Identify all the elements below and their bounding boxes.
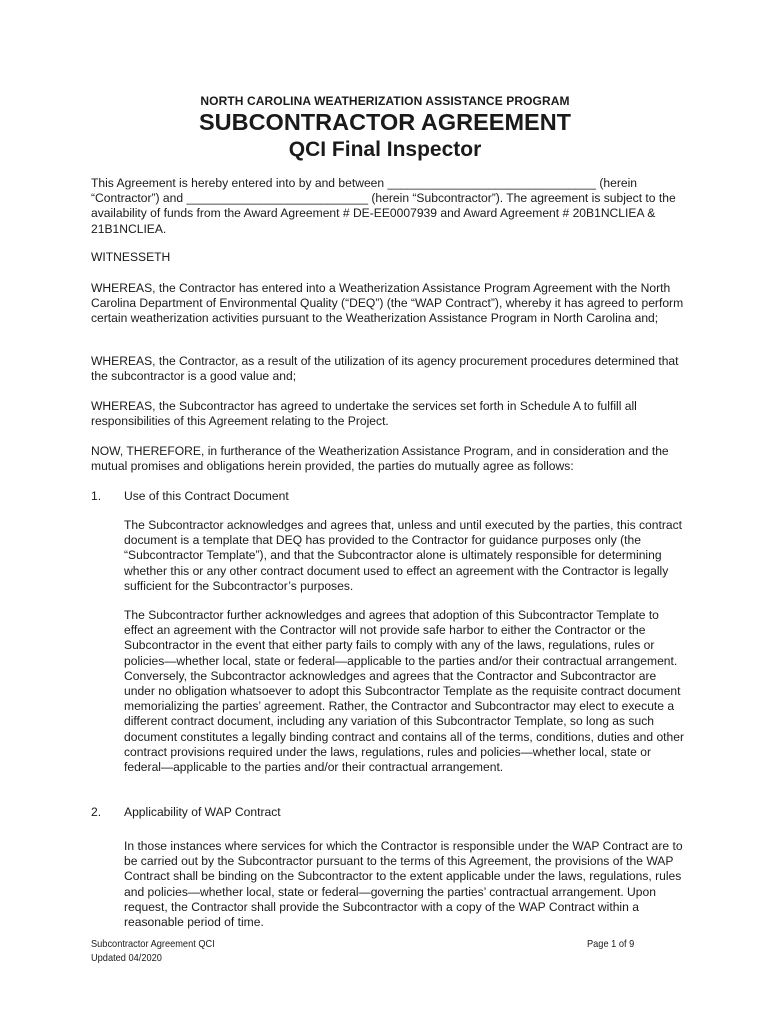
whereas-paragraph-3: WHEREAS, the Subcontractor has agreed to undertake the services set forth in Schedule A to fulfill all responsibilities of this Agreement relating to the Project. bbox=[91, 399, 637, 429]
whereas-paragraph-2: WHEREAS, the Contractor, as a result of the utilization of its agency procurement procedures determined that the subcontractor is a good value and; bbox=[91, 354, 679, 384]
program-name: NORTH CAROLINA WEATHERIZATION ASSISTANCE PROGRAM bbox=[200, 94, 570, 108]
footer-page-number: Page 1 of 9 bbox=[587, 938, 635, 950]
section-2-heading: Applicability of WAP Contract bbox=[124, 805, 281, 819]
section-1-paragraph-1: The Subcontractor acknowledges and agrees that, unless and until executed by the parties, this contract document is a template that DEQ has provided to the Contractor for guidance purposes only (the “Subcontractor Template”), and that the Subcontractor alone is ultimately responsible for determining whether this or any other contract document used to effect an agreement with the Contractor is legally sufficient for the Subcontractor’s purposes. bbox=[124, 518, 682, 593]
section-1-number: 1. bbox=[91, 489, 102, 503]
section-1-heading: Use of this Contract Document bbox=[124, 489, 289, 503]
footer-doc-name: Subcontractor Agreement QCI bbox=[91, 938, 215, 950]
intro-paragraph: This Agreement is hereby entered into by and between _______________________________ (herein “Contractor”) and ___________________________ (herein “Subcontractor”). The agreement is subject to the availability of funds from the Award Agreement # DE-EE0007939 and Award Agreement # 20B1NCLIEA & 21B1NCLIEA. bbox=[91, 176, 676, 236]
whereas-paragraph-1: WHEREAS, the Contractor has entered into a Weatherization Assistance Program Agreement with the North Carolina Department of Environmental Quality (“DEQ”) (the “WAP Contract”), whereby it has agreed to perform certain weatherization activities pursuant to the Weatherization Assistance Program in North Carolina and; bbox=[91, 281, 684, 326]
section-2-number: 2. bbox=[91, 805, 102, 819]
document-title: SUBCONTRACTOR AGREEMENT bbox=[198, 109, 572, 135]
section-1-paragraph-2: The Subcontractor further acknowledges and agrees that adoption of this Subcontractor Template to effect an agreement with the Contractor will not provide safe harbor to either the Contractor or the Subcontractor in the event that either party fails to comply with any of the laws, regulations, rules or policies—whether local, state or federal—applicable to the parties and/or their contractual arrangement. Conversely, the Subcontractor acknowledges and agrees that the Contractor and Subcontractor are under no obligation whatsoever to adopt this Subcontractor Template as the requisite contract document memorializing the parties’ agreement. Rather, the Contractor and Subcontractor may elect to execute a different contract document, including any variation of this Subcontractor Template, so long as such document constitutes a legally binding contract and contains all of the terms, conditions, duties and other contract provisions required under the laws, regulations, rules and policies—whether local, state or federal—applicable to the parties and/or their contractual arrangement. bbox=[124, 608, 685, 775]
witnesseth-heading: WITNESSETH bbox=[91, 250, 171, 264]
footer-document-info bbox=[91, 938, 215, 965]
footer-updated-date: Updated 04/2020 bbox=[91, 951, 162, 964]
document-subtitle: QCI Final Inspector bbox=[288, 138, 482, 161]
now-therefore-paragraph: NOW, THEREFORE, in furtherance of the Weatherization Assistance Program, and in consideration and the mutual promises and obligations herein provided, the parties do mutually agree as follows: bbox=[91, 444, 669, 474]
section-2-paragraph-1: In those instances where services for which the Contractor is responsible under the WAP Contract are to be carried out by the Subcontractor pursuant to the terms of this Agreement, the provisions of the WAP Contract shall be binding on the Subcontractor to the extent applicable under the laws, regulations, rules and policies—whether local, state or federal—governing the parties’ contractual arrangement. Upon request, the Contractor shall provide the Subcontractor with a copy of the WAP Contract within a reasonable period of time. bbox=[124, 839, 683, 930]
